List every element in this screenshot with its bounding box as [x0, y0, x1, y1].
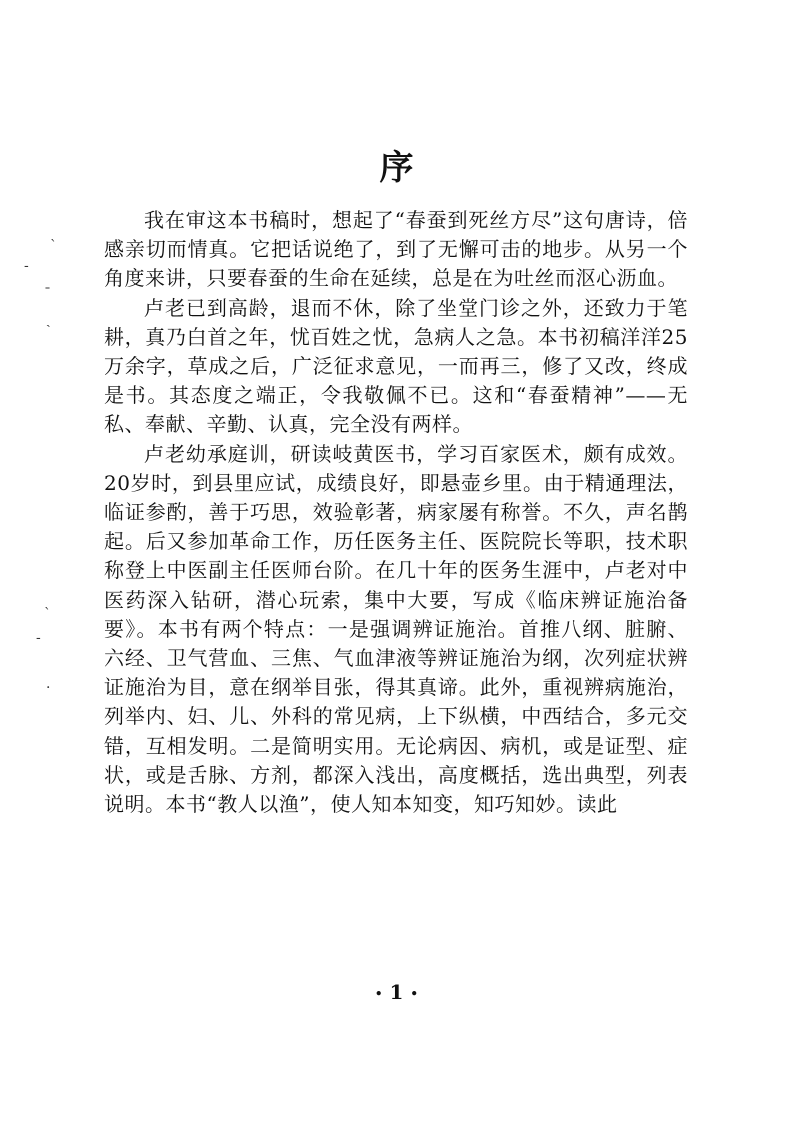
body-text	[104, 206, 688, 819]
page-number-value: 1	[389, 980, 404, 1004]
page-title: 序	[379, 148, 414, 188]
paragraph-2: 卢老已到高龄，退而不休，除了坐堂门诊之外，还致力于笔耕，真乃白首之年，忧百姓之忧，急病人之急。本书初稿洋洋25万余字，草成之后，广泛征求意见，一而再三，修了又改，终成是书。其态度之端正，令我敬佩不已。这和“春蚕精神”——无私、奉献、辛勤、认真，完全没有两样。	[104, 295, 688, 437]
scan-mark: ˎ	[46, 312, 51, 328]
scan-mark: ˉ	[44, 286, 51, 302]
dot-left-icon: •	[374, 986, 383, 1001]
scan-mark: ˋ	[44, 606, 51, 622]
scan-mark: -	[36, 630, 41, 646]
scan-mark: ˋ	[50, 238, 57, 254]
paragraph-3: 卢老幼承庭训，研读岐黄医书，学习百家医术，颇有成效。20岁时，到县里应试，成绩良好，即悬壶乡里。由于精通理法，临证参酌，善于巧思，效验彰著，病家屡有称誉。不久，声名鹊起。后又参加革命工作，历任医务主任、医院院长等职，技术职称登上中医副主任医师台阶。在几十年的医务生涯中，卢老对中医药深入钻研，潜心玩索，集中大要，写成《临床辨证施治备要》。本书有两个特点：一是强调辨证施治。首推八纲、脏腑、六经、卫气营血、三焦、气血津液等辨证施治为纲，次列症状辨证施治为目，意在纲举目张，得其真谛。此外，重视辨病施治，列举内、妇、儿、外科的常见病，上下纵横，中西结合，多元交错，互相发明。二是简明实用。无论病因、病机，或是证型、症状，或是舌脉、方剂，都深入浅出，高度概括，选出典型，列表说明。本书“教人以渔”，使人知本知变，知巧知妙。读此	[104, 441, 688, 817]
paragraph-1: 我在审这本书稿时，想起了“春蚕到死丝方尽”这句唐诗，倍感亲切而情真。它把话说绝了，到了无懈可击的地步。从另一个角度来讲，只要春蚕的生命在延续，总是在为吐丝而沤心沥血。	[104, 208, 688, 291]
scan-mark: -	[24, 258, 29, 274]
dot-right-icon: •	[410, 986, 419, 1001]
page-number	[0, 980, 793, 1004]
scan-mark: ·	[46, 680, 51, 696]
